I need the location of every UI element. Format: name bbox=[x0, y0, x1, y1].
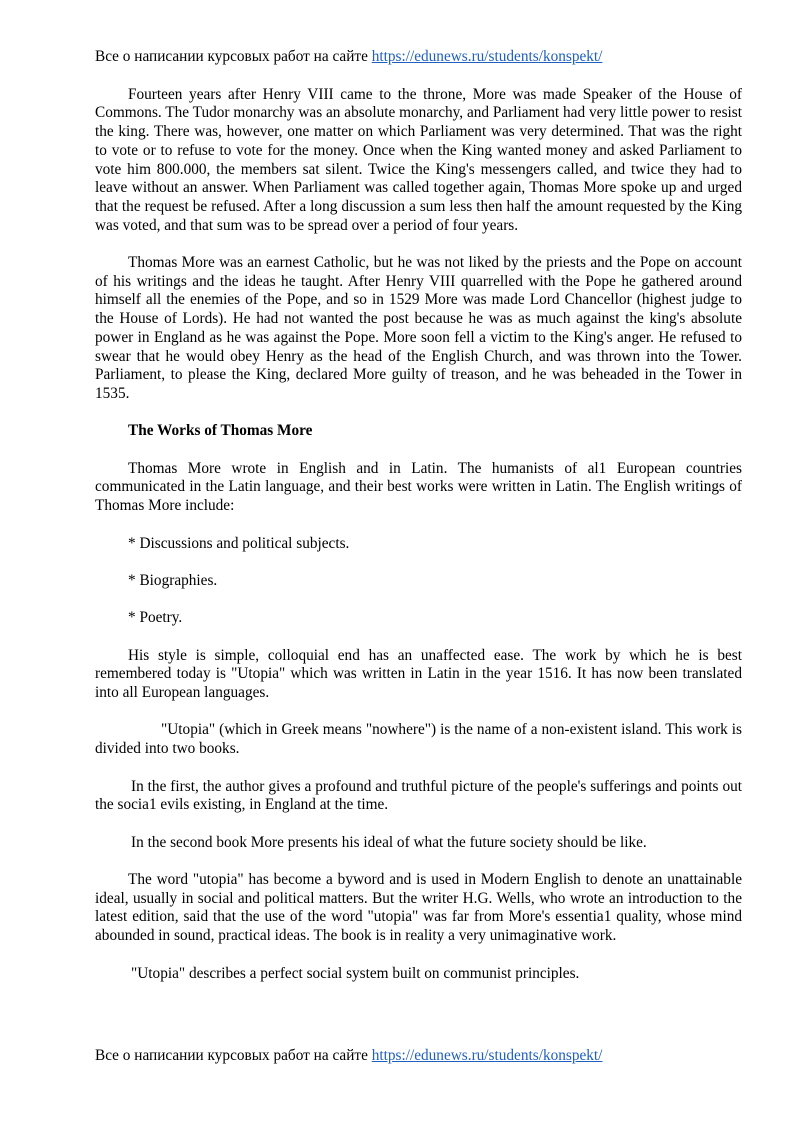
document-page bbox=[95, 48, 742, 983]
paragraph-chancellor: Thomas More was an earnest Catholic, but he was not liked by the priests and the Pope on account of his writings and the ideas he taught. After Henry VIII quarrelled with the Pope he gathered around himself all the enemies of the Pope, and so in 1529 More was made Lord Chancellor (highest judge to the House of Lords). He had not wanted the post because he was as much against the king's absolute power in England as he was against the Pope. More soon fell a victim to the King's anger. He refused to swear that he would obey Henry as the head of the English Church, and was thrown into the Tower. Parliament, to please the King, declared More guilty of treason, and he was beheaded in the Tower in 1535. bbox=[95, 254, 742, 402]
page-header bbox=[95, 48, 742, 67]
header-link[interactable]: https://edunews.ru/students/konspekt/ bbox=[371, 48, 603, 65]
header-text: Все о написании курсовых работ на сайте bbox=[95, 48, 372, 65]
paragraph-second-book: In the second book More presents his ideal of what the future society should be like. bbox=[131, 833, 647, 851]
paragraph-first-book: In the first, the author gives a profound and truthful picture of the people's sufferings and points out the socia1 evils existing, in England at the time. bbox=[95, 777, 742, 814]
list-item: * Biographies. bbox=[128, 571, 218, 589]
footer-text: Все о написании курсовых работ на сайте bbox=[95, 1047, 372, 1064]
paragraph-speaker: Fourteen years after Henry VIII came to the throne, More was made Speaker of the House of Commons. The Tudor monarchy was an absolute monarchy, and Parliament had very little power to resist the king. There was, however, one matter on which Parliament was very determined. That was the right to vote or to refuse to vote for the money. Once when the King wanted money and asked Parliament to vote him 800.000, the members sat silent. Twice the King's messengers called, and twice they had to leave without an answer. When Parliament was called together again, Thomas More spoke up and urged that the request be refused. After a long discussion a sum less then half the amount requested by the King was voted, and that sum was to be spread over a period of four years. bbox=[95, 85, 742, 234]
paragraph-languages: Thomas More wrote in English and in Latin. The humanists of al1 European countries communicated in the Latin language, and their best works were written in Latin. The English writings of Thomas More include: bbox=[95, 459, 742, 515]
paragraph-social-system: "Utopia" describes a perfect social system built on communist principles. bbox=[131, 964, 580, 982]
paragraph-style: His style is simple, colloquial end has an unaffected ease. The work by which he is best remembered today is "Utopia" which was written in Latin in the year 1516. It has now been translated into all European languages. bbox=[95, 646, 742, 702]
paragraph-byword: The word "utopia" has become a byword and is used in Modern English to denote an unattainable ideal, usually in social and political matters. But the writer H.G. Wells, who wrote an introduction to the latest edition, said that the use of the word "utopia" was far from More's essentia1 quality, whose mind abounded in sound, practical ideas. The book is in reality a very unimaginative work. bbox=[95, 871, 742, 945]
footer-link[interactable]: https://edunews.ru/students/konspekt/ bbox=[371, 1047, 603, 1064]
section-heading: The Works of Thomas More bbox=[128, 422, 313, 440]
list-item: * Poetry. bbox=[128, 609, 183, 627]
list-item: * Discussions and political subjects. bbox=[128, 534, 350, 552]
paragraph-utopia-meaning: "Utopia" (which in Greek means "nowhere") is the name of a non-existent island. This work is divided into two books. bbox=[95, 721, 742, 758]
page-footer bbox=[95, 1047, 602, 1066]
